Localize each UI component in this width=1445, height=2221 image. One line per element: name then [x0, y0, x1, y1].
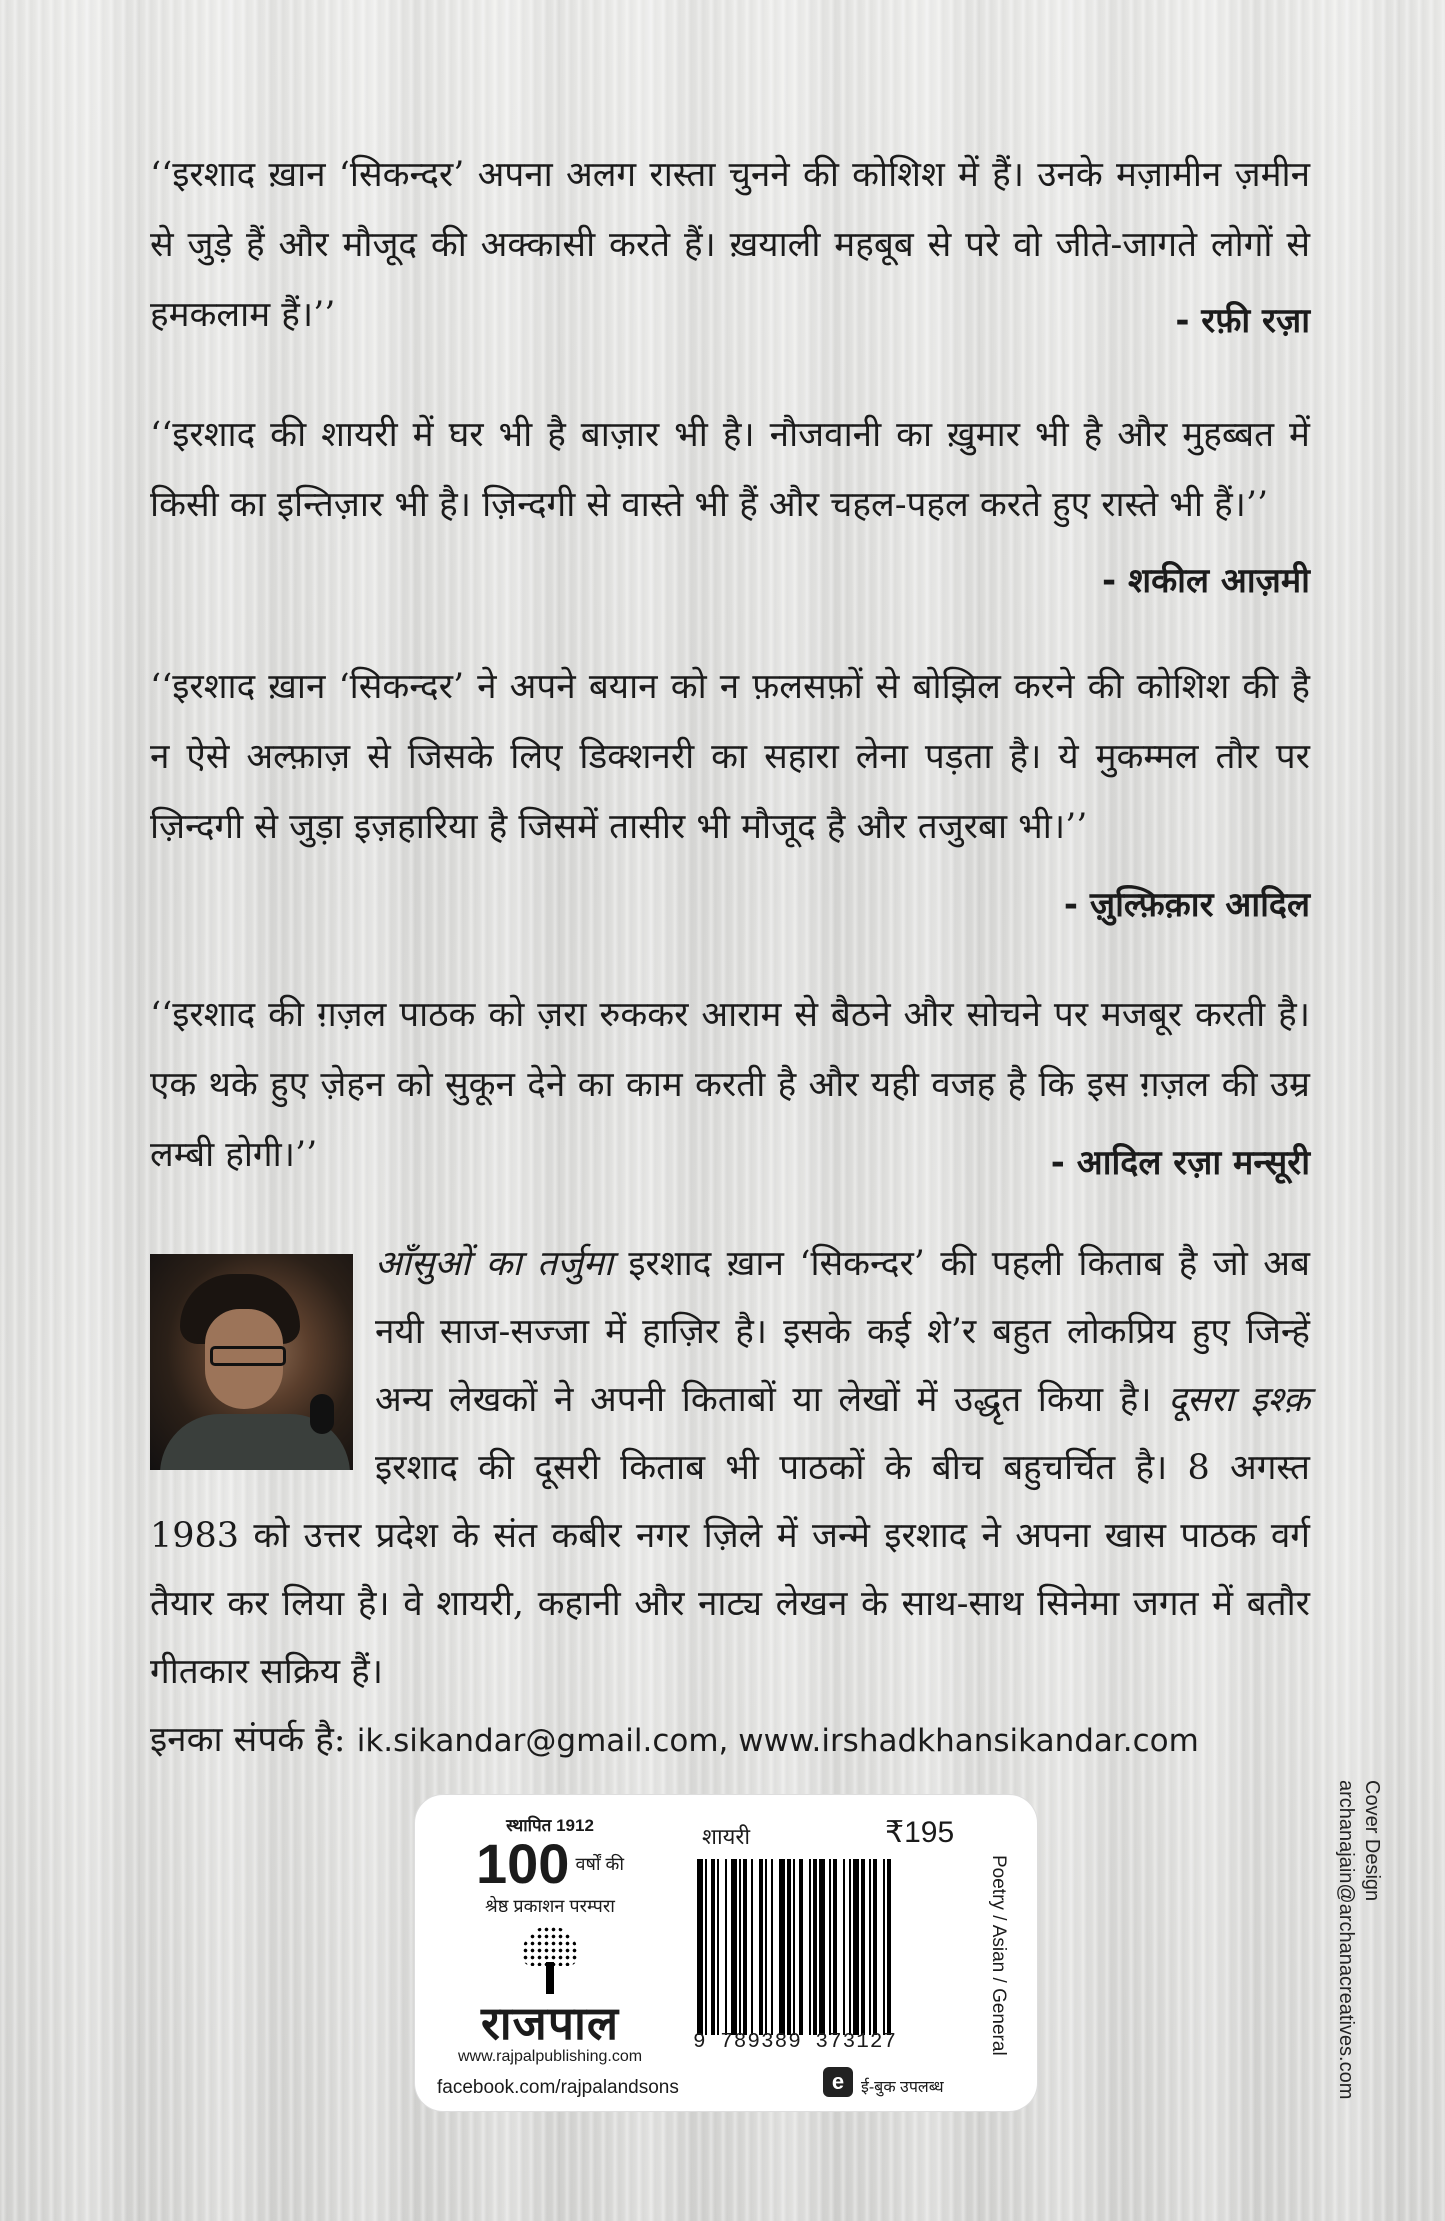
legacy-text: श्रेष्ठ प्रकाशन परम्परा [485, 1896, 615, 1916]
credit-line-1: Cover Design [1361, 1780, 1383, 1902]
author-bio [150, 1230, 1310, 1775]
established: स्थापित 1912 [506, 1816, 594, 1835]
bio-text-2: इरशाद की दूसरी किताब भी पाठकों के बीच बहुचर्चित है। 8 अगस्त 1983 को उत्तर प्रदेश के संत कबीर नगर ज़िले में जन्मे इरशाद ने अपना खास पाठक वर्ग तैयार कर लिया है। वे शायरी, कहानी और नाट्य लेखन के साथ-साथ सिनेमा जगत में बतौर गीतकार सक्रिय हैं। [150, 1448, 1310, 1692]
tree-logo-icon [520, 1926, 580, 1996]
quote-2 [150, 400, 1310, 540]
quote-text: ‘‘इरशाद ख़ान ‘सिकन्दर’ अपना अलग रास्ता चुनने की कोशिश में हैं। उनके मज़ामीन ज़मीन से जुड़े हैं और मौजूद की अक्कासी करते हैं। ख़याली महबूब से परे वो जीते-जागते लोगों से हमकलाम हैं।’’ [150, 155, 1310, 335]
quote-2-author: - शकील आज़मी [1102, 561, 1310, 601]
contact-value: ik.sikandar@gmail.com, www.irshadkhansikandar.com [356, 1723, 1199, 1759]
years-label: वर्षों की [575, 1854, 624, 1874]
ebook-label: ई-बुक उपलब्ध [861, 2079, 944, 2096]
author-photo [150, 1254, 353, 1470]
quote-3-author: - ज़ुल्फ़िक़ार आदिल [1063, 885, 1310, 925]
contact-label: इनका संपर्क है: [150, 1720, 357, 1760]
quote-1-author: - रफ़ी रज़ा [1175, 301, 1310, 341]
book-title-2: दूसरा इश्क़ [1168, 1380, 1310, 1420]
bio-text-1: इरशाद ख़ान ‘सिकन्दर’ की पहली किताब है जो अब नयी साज-सज्जा में हाज़िर है। इसके कई शे’र बहुत लोकप्रिय हुए जिन्हें अन्य लेखकों ने अपनी किताबों या लेखों में उद्धृत किया है। [375, 1244, 1310, 1420]
quote-3 [150, 652, 1310, 862]
publisher-barcode-card [415, 1795, 1037, 2111]
subject-classification [983, 1855, 1013, 2065]
quote-text: ‘‘इरशाद ख़ान ‘सिकन्दर’ ने अपने बयान को न फ़लसफ़ों से बोझिल करने की कोशिश की है न ऐसे अल्फ़ाज़ से जिसके लिए डिक्शनरी का सहारा लेना पड़ता है। ये मुकम्मल तौर पर ज़िन्दगी से जुड़ा इज़हारिया है जिसमें तासीर भी मौजूद है और तजुरबा भी।’’ [150, 667, 1310, 847]
quote-text: ‘‘इरशाद की शायरी में घर भी है बाज़ार भी है। नौजवानी का ख़ुमार भी है और मुहब्बत में किसी का इन्तिज़ार भी है। ज़िन्दगी से वास्ते भी हैं और चहल-पहल करते हुए रास्ते भी हैं।’’ [150, 415, 1310, 525]
publisher-brand: राजपाल [480, 1997, 620, 2049]
quote-1 [150, 140, 1310, 350]
quote-4-author: - आदिल रज़ा मन्सूरी [1050, 1143, 1310, 1183]
book-title-1: आँसुओं का तर्जुमा [375, 1244, 613, 1284]
credit-line-2: archanajain@archanacreatives.com [1335, 1780, 1357, 2100]
publisher-block [435, 1813, 665, 2066]
facebook-link: facebook.com/rajpalandsons [437, 2077, 679, 2098]
quote-text: ‘‘इरशाद की ग़ज़ल पाठक को ज़रा रुककर आराम से बैठने और सोचने पर मजबूर करती है। एक थके हुए ज़ेहन को सुकून देने का काम करती है और यही वजह है कि इस ग़ज़ल की उम्र लम्बी होगी।’’ [150, 995, 1310, 1175]
cover-design-credit [1335, 1780, 1389, 2150]
hundred-years: 100 [476, 1832, 570, 1895]
category: शायरी [702, 1824, 751, 1849]
isbn-number: 9 789389 373127 [693, 2031, 898, 2054]
subject-text: Poetry / Asian / General [988, 1855, 1009, 2056]
publisher-website: www.rajpalpublishing.com [457, 2048, 643, 2065]
price: ₹195 [885, 1816, 955, 1849]
barcode [693, 1859, 948, 2035]
ebook-icon: e [823, 2067, 853, 2097]
